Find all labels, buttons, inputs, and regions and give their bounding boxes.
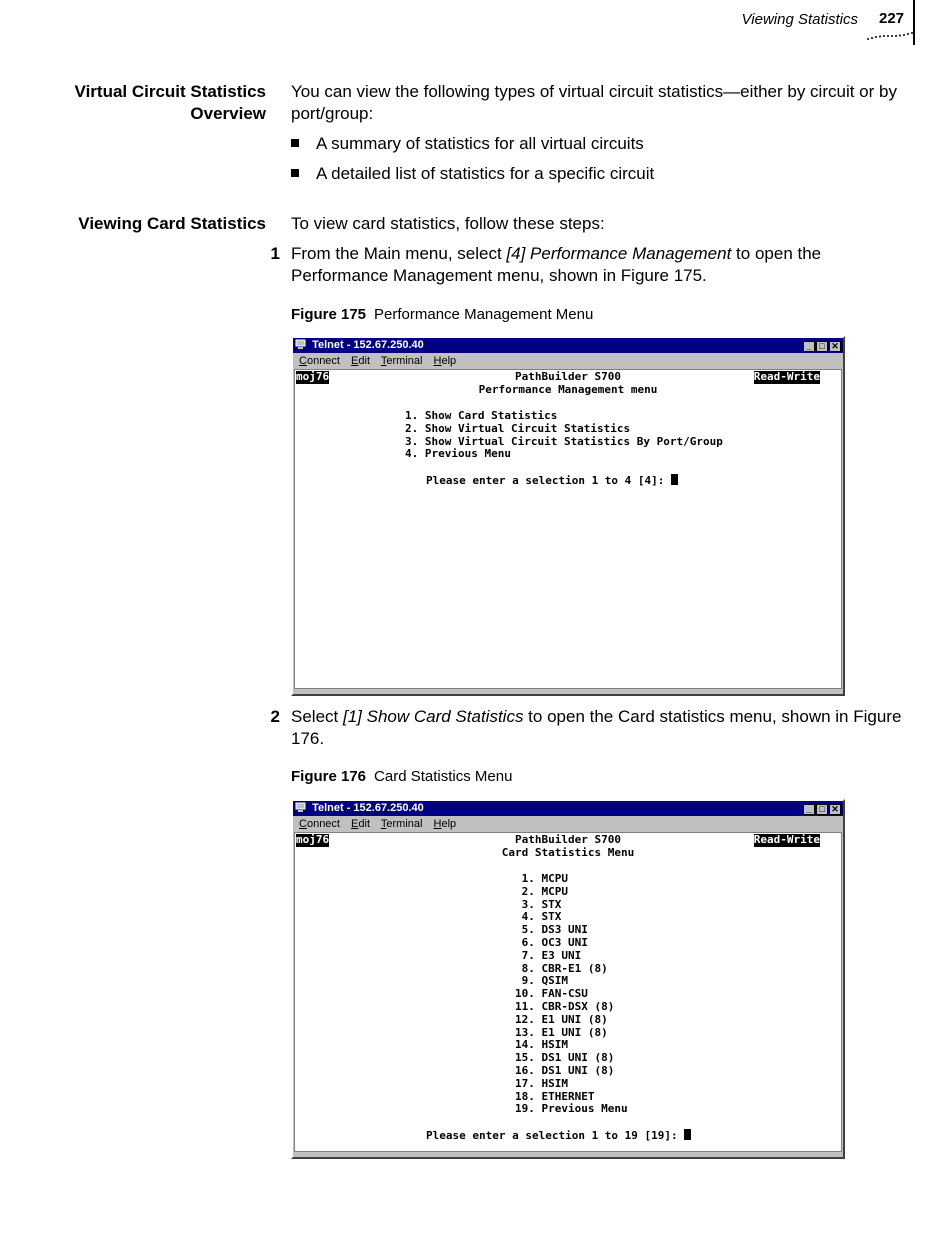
menu-terminal[interactable]: Terminal xyxy=(380,355,423,367)
host-badge: moj76 xyxy=(296,370,330,383)
menu-option: 1. Show Card Statistics xyxy=(405,409,558,422)
bullet-square-icon xyxy=(291,169,299,177)
close-icon[interactable]: ✕ xyxy=(829,804,841,815)
menu-edit[interactable]: Edit xyxy=(351,355,371,367)
menu-option: 5. DS3 UNI xyxy=(515,923,588,937)
menu-connect[interactable]: Connect xyxy=(299,355,340,367)
window-title: Telnet - 152.67.250.40 xyxy=(312,802,424,814)
figure-caption: Figure 175 Performance Management Menu xyxy=(291,306,594,323)
menu-option: 2. MCPU xyxy=(515,884,568,898)
menu-option: 3. Show Virtual Circuit Statistics By Port/Group xyxy=(405,434,723,448)
minimize-icon[interactable]: _ xyxy=(803,804,815,815)
text-cursor xyxy=(684,1129,691,1140)
step-number: 1 xyxy=(270,244,280,263)
close-icon[interactable]: ✕ xyxy=(829,341,841,352)
step-text: From the Main menu, select [4] Performance Management to open the Performance Management menu, shown in Figure 175. xyxy=(291,244,822,285)
step-number: 2 xyxy=(270,707,280,726)
maximize-icon[interactable]: □ xyxy=(816,804,828,815)
menu-terminal[interactable]: Terminal xyxy=(380,818,423,830)
window-menubar xyxy=(293,816,843,832)
menu-option: 4. STX xyxy=(515,910,562,924)
menu-option: 1. MCPU xyxy=(515,872,568,885)
selection-prompt[interactable]: Please enter a selection 1 to 19 [19]: xyxy=(426,1129,691,1143)
list-item-text: A summary of statistics for all virtual circuits xyxy=(316,134,644,153)
figure-caption: Figure 176 Card Statistics Menu xyxy=(291,768,513,785)
menu-title: Performance Management menu xyxy=(478,383,658,396)
section-heading-line: Virtual Circuit Statistics xyxy=(74,82,266,101)
menu-option: 2. Show Virtual Circuit Statistics xyxy=(405,421,631,435)
menu-option: 8. CBR-E1 (8) xyxy=(515,961,608,975)
bullet-square-icon xyxy=(291,139,299,147)
menu-edit[interactable]: Edit xyxy=(351,818,371,830)
section-heading-line: Overview xyxy=(190,104,266,123)
telnet-app-icon xyxy=(295,802,306,813)
vc-overview-intro: You can view the following types of virtual circuit statistics—either by circuit or by port/group: xyxy=(291,82,897,123)
list-item xyxy=(291,133,644,155)
menu-options xyxy=(405,410,723,461)
section-heading-vc-overview xyxy=(26,81,266,125)
list-item xyxy=(291,163,654,185)
menu-connect[interactable]: Connect xyxy=(299,818,340,830)
telnet-window[interactable] xyxy=(291,336,845,696)
selection-prompt[interactable]: Please enter a selection 1 to 4 [4]: xyxy=(426,474,678,488)
card-stats-intro: To view card statistics, follow these steps: xyxy=(291,214,605,233)
page-number: 227 xyxy=(879,10,905,27)
text-cursor xyxy=(671,474,678,485)
window-menubar xyxy=(293,353,843,369)
window-title: Telnet - 152.67.250.40 xyxy=(312,339,424,351)
menu-option: 6. OC3 UNI xyxy=(515,935,588,949)
header-dotted-ornament xyxy=(866,32,914,42)
telnet-app-icon xyxy=(295,339,306,350)
menu-options xyxy=(515,873,628,1116)
maximize-icon[interactable]: □ xyxy=(816,341,828,352)
section-heading-card-stats: Viewing Card Statistics xyxy=(78,214,266,233)
access-badge: Read-Write xyxy=(753,370,820,383)
menu-option: 7. E3 UNI xyxy=(515,948,582,962)
menu-option: 4. Previous Menu xyxy=(405,447,511,461)
menu-option: 9. QSIM xyxy=(515,974,568,988)
host-badge: moj76 xyxy=(296,833,330,846)
menu-help[interactable]: Help xyxy=(433,818,457,830)
menu-option: 15. DS1 UNI (8) xyxy=(515,1051,615,1065)
menu-option: 13. E1 UNI (8) xyxy=(515,1025,608,1039)
menu-help[interactable]: Help xyxy=(433,355,457,367)
menu-option: 3. STX xyxy=(515,897,562,911)
terminal-screen[interactable] xyxy=(294,369,842,689)
minimize-icon[interactable]: _ xyxy=(803,341,815,352)
menu-option: 19. Previous Menu xyxy=(515,1102,628,1116)
product-name: PathBuilder S700 xyxy=(515,370,621,383)
menu-option: 14. HSIM xyxy=(515,1038,568,1052)
menu-option: 11. CBR-DSX (8) xyxy=(515,999,615,1013)
terminal-screen[interactable] xyxy=(294,832,842,1152)
window-titlebar[interactable] xyxy=(293,338,843,353)
access-badge: Read-Write xyxy=(753,833,820,846)
telnet-window[interactable] xyxy=(291,799,845,1159)
list-item-text: A detailed list of statistics for a specific circuit xyxy=(316,164,655,183)
menu-option: 17. HSIM xyxy=(515,1076,568,1090)
step-text: Select [1] Show Card Statistics to open the Card statistics menu, shown in Figure 176. xyxy=(291,707,902,748)
menu-option: 10. FAN-CSU xyxy=(515,987,588,1001)
menu-option: 12. E1 UNI (8) xyxy=(515,1012,608,1026)
running-header-title: Viewing Statistics xyxy=(741,11,858,28)
menu-option: 18. ETHERNET xyxy=(515,1089,595,1103)
window-titlebar[interactable] xyxy=(293,801,843,816)
product-name: PathBuilder S700 xyxy=(515,833,621,846)
menu-option: 16. DS1 UNI (8) xyxy=(515,1063,615,1077)
menu-title: Card Statistics Menu xyxy=(501,846,635,859)
